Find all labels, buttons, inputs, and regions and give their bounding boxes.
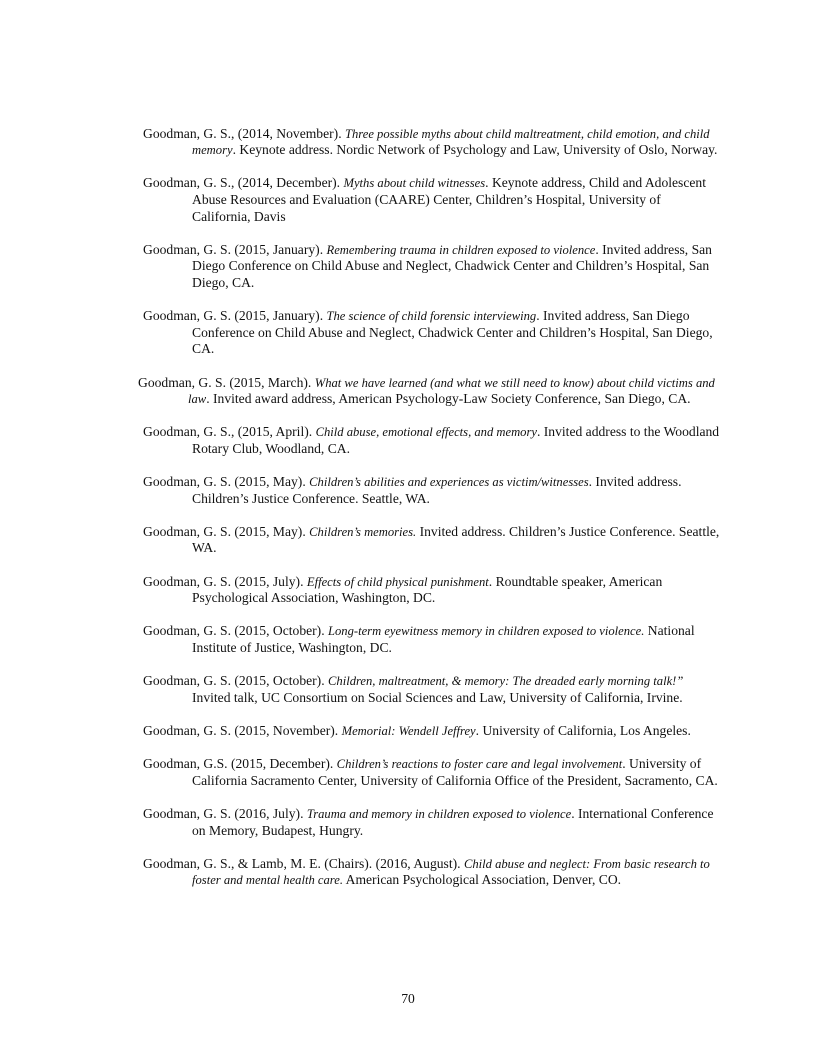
reference-entry [143,175,720,225]
reference-title: Long-term eyewitness memory in children exposed to violence. [328,624,645,639]
reference-title: What we have learned (and what we still need to know) about child victims and law [188,375,715,407]
reference-author-date: Goodman, G. S. (2015, November). [143,722,342,738]
reference-venue: . Roundtable speaker, American Psychological Association, Washington, DC. [192,573,663,606]
reference-title: Child abuse and neglect: From basic research to foster and mental health care. [192,856,710,888]
reference-entry [143,673,720,706]
reference-title: Children’s memories. [309,524,417,539]
reference-venue: . University of California Sacramento Center, University of California Office of the President, Sacramento, CA. [192,756,718,788]
reference-title: Child abuse, emotional effects, and memory [315,425,537,440]
reference-author-date: Goodman, G.S. (2015, December). [143,756,337,772]
reference-author-date: Goodman, G. S. (2015, May). [143,474,310,490]
reference-title: Children’s abilities and experiences as victim/witnesses [309,475,589,490]
reference-title: Myths about child witnesses [343,176,486,191]
reference-entry [143,474,720,507]
reference-entry [143,308,720,358]
reference-venue: . Keynote address. Nordic Network of Psychology and Law, University of Oslo, Norway. [232,142,718,158]
reference-entry [143,756,720,789]
reference-entry [143,573,720,607]
reference-author-date: Goodman, G. S., (2015, April). [143,424,316,440]
reference-title: Three possible myths about child maltreatment, child emotion, and child memory [192,126,710,158]
reference-author-date: Goodman, G. S. (2015, July). [143,573,307,589]
reference-title: Memorial: Wendell Jeffrey [341,723,476,738]
reference-venue: . Invited address, San Diego Conference on Child Abuse and Neglect, Chadwick Center and Children’s Hospital, San Diego, CA. [192,308,713,357]
reference-author-date: Goodman, G. S. (2015, March). [138,374,315,390]
reference-author-date: Goodman, G. S., (2014, November). [143,125,345,141]
reference-venue: Invited address. Children’s Justice Conference. Seattle, WA. [192,523,720,556]
page-number: 70 [401,991,415,1006]
reference-entry [143,523,720,557]
reference-title: Remembering trauma in children exposed to violence [326,242,596,257]
reference-author-date: Goodman, G. S. (2016, July). [143,805,307,821]
reference-venue: . Invited address, San Diego Conference on Child Abuse and Neglect, Chadwick Center and Children’s Hospital, San Diego, CA. [192,241,712,290]
reference-venue: . Invited address to the Woodland Rotary Club, Woodland, CA. [192,424,720,456]
reference-entry [143,855,720,889]
reference-title: The science of child forensic interviewing [326,309,537,324]
reference-entry [143,424,720,457]
reference-venue: . Invited award address, American Psychology-Law Society Conference, San Diego, CA. [206,391,691,407]
reference-author-date: Goodman, G. S. (2015, January). [143,241,327,257]
reference-author-date: Goodman, G. S. (2015, October). [143,673,328,689]
reference-entry [143,805,720,839]
reference-venue: . University of California, Los Angeles. [475,722,691,738]
reference-venue: American Psychological Association, Denver, CO. [342,872,622,888]
reference-title: Children’s reactions to foster care and legal involvement [336,757,623,772]
reference-title: Effects of child physical punishment [306,574,489,589]
reference-entry [143,722,720,740]
reference-entry [143,623,720,656]
reference-venue: . Keynote address, Child and Adolescent Abuse Resources and Evaluation (CAARE) Center, Children’s Hospital, University of California, Davis [192,175,706,224]
reference-author-date: Goodman, G. S. (2015, October). [143,623,328,639]
reference-entry [138,374,716,408]
reference-title: Trauma and memory in children exposed to violence [306,806,572,821]
reference-author-date: Goodman, G. S., & Lamb, M. E. (Chairs). (2016, August). [143,855,464,871]
reference-title: Children, maltreatment, & memory: The dreaded early morning talk!” [328,674,684,689]
reference-author-date: Goodman, G. S. (2015, May). [143,523,310,539]
reference-venue: . International Conference on Memory, Budapest, Hungry. [192,805,714,838]
reference-venue: . Invited address. Children’s Justice Conference. Seattle, WA. [192,474,682,506]
reference-author-date: Goodman, G. S. (2015, January). [143,308,327,324]
reference-entry [143,241,720,292]
reference-venue: National Institute of Justice, Washington, DC. [192,623,695,655]
reference-list [0,112,816,906]
reference-entry [143,125,720,159]
reference-author-date: Goodman, G. S., (2014, December). [143,175,344,191]
reference-venue: Invited talk, UC Consortium on Social Sciences and Law, University of California, Irvine. [192,689,683,705]
